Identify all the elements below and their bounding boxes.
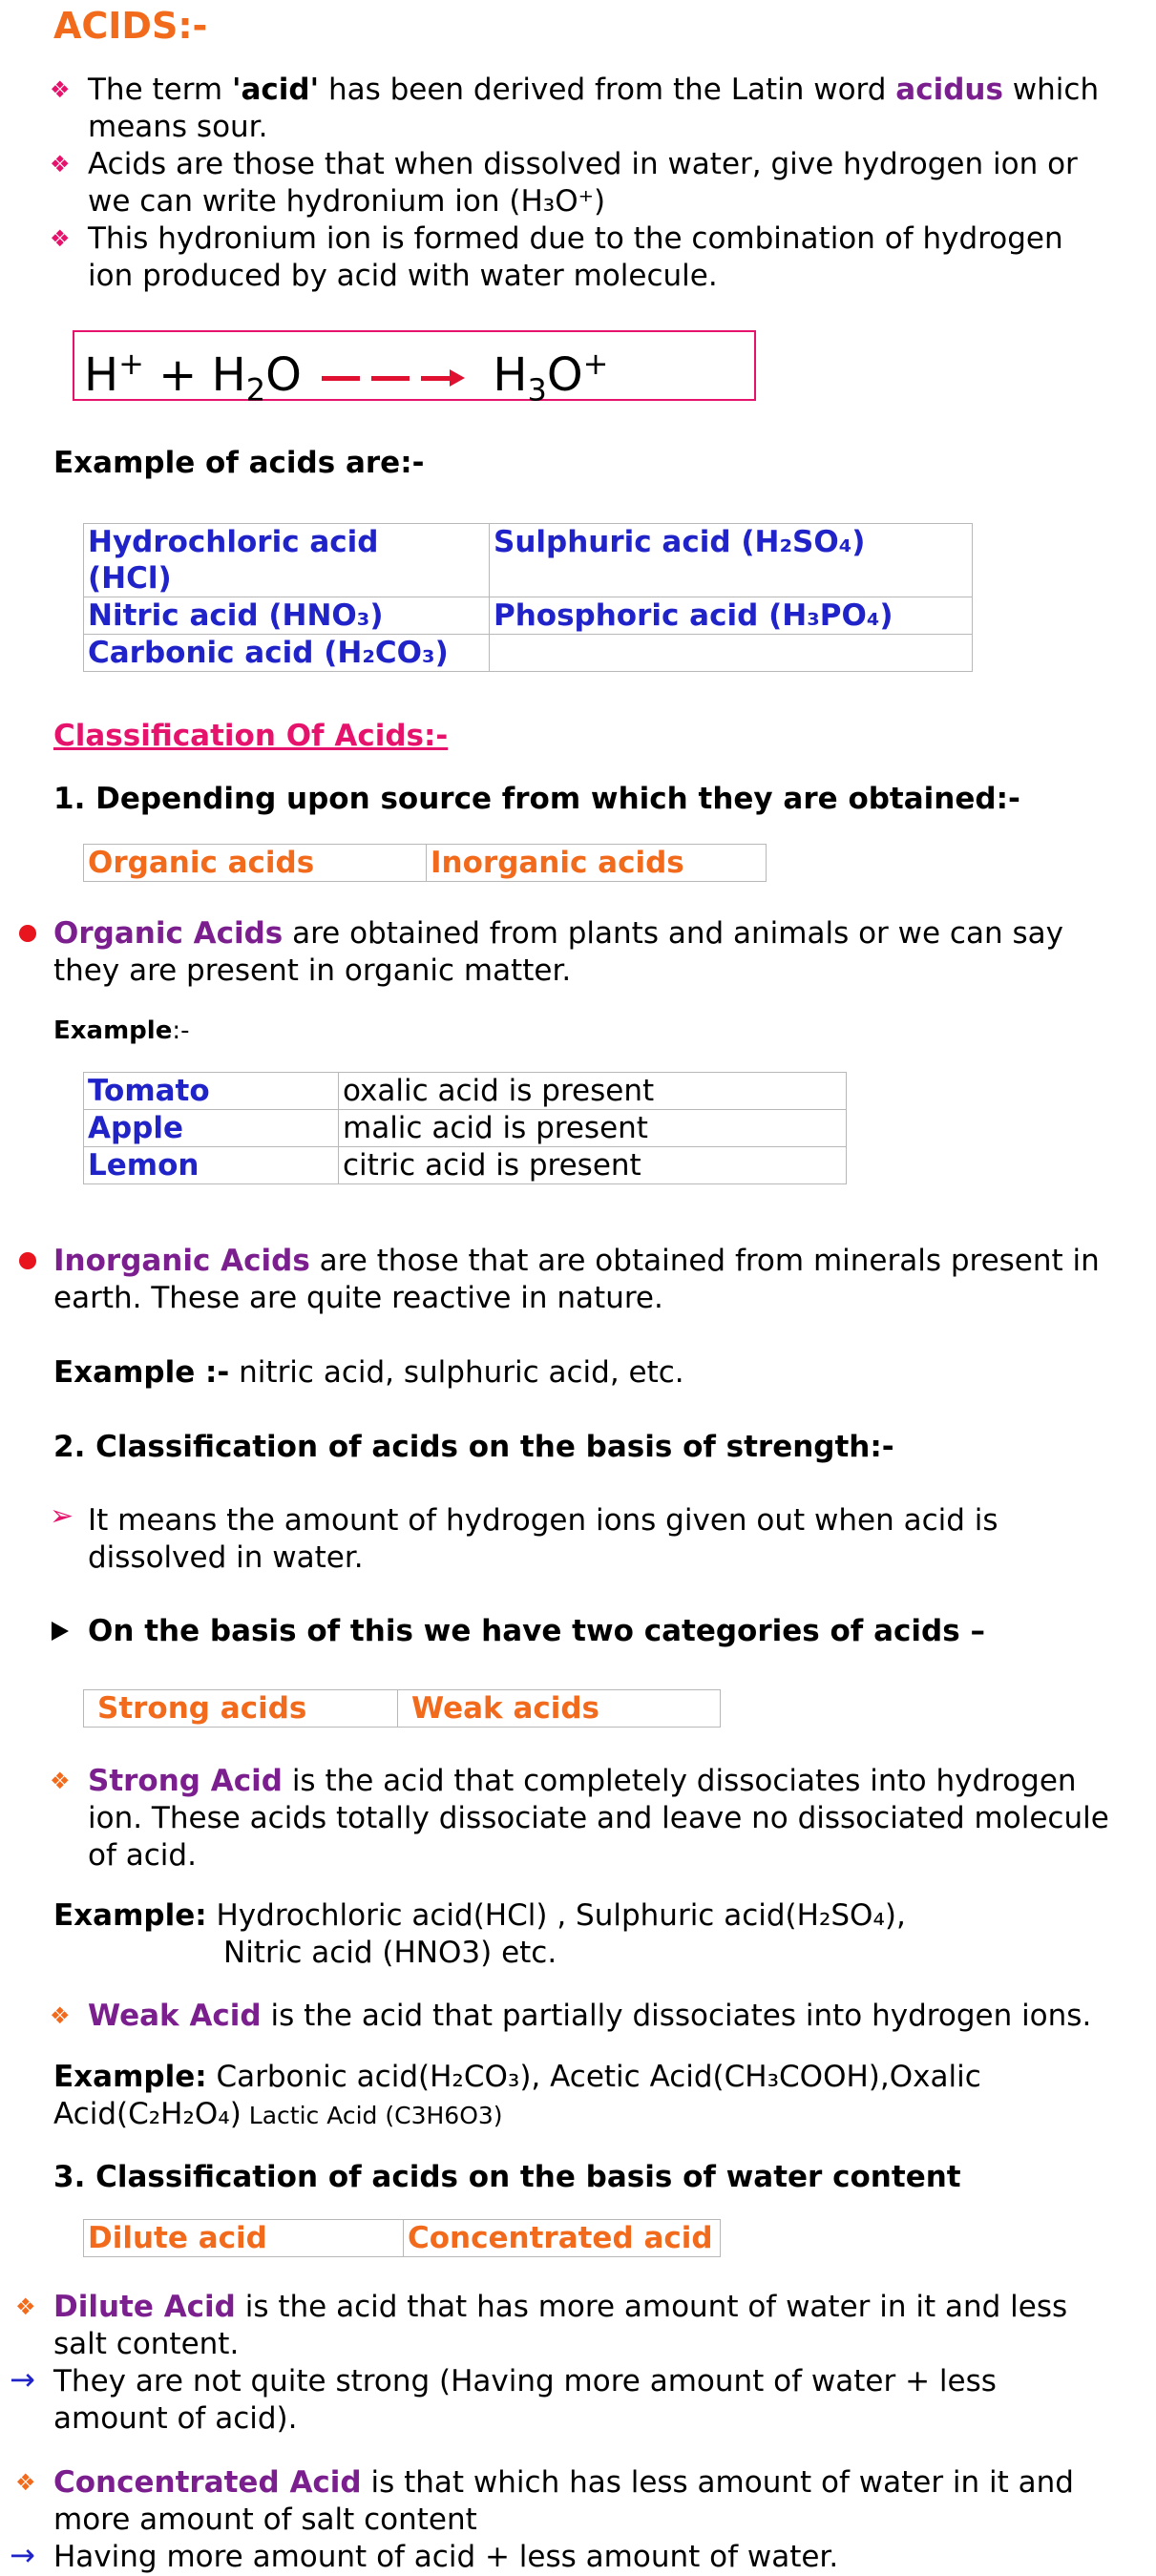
table-cell: citric acid is present: [339, 1147, 847, 1184]
organic-term: Organic Acids: [53, 916, 284, 951]
red-dot-bullet-icon: [19, 925, 36, 942]
diamond-bullet-icon: ❖: [50, 2002, 71, 2029]
strong-term: Strong Acid: [88, 1764, 283, 1798]
eq-two: 2: [245, 371, 266, 408]
concentrated-paragraph: [53, 2464, 1074, 2502]
intro-b1-word: acidus: [895, 73, 1003, 107]
source-table: [83, 844, 767, 882]
dilute-paragraph: [53, 2289, 1067, 2326]
table-cell: Nitric acid (HNO₃): [84, 597, 490, 635]
intro-bullet-3-line2: ion produced by acid with water molecule.: [88, 259, 718, 293]
organic-line2: they are present in organic matter.: [53, 953, 572, 988]
table-cell: oxalic acid is present: [339, 1073, 847, 1110]
intro-bullet-1: [88, 72, 1099, 109]
table-cell: Concentrated acid: [404, 2220, 721, 2257]
dash-segment: [421, 376, 450, 381]
examples-table: [83, 523, 973, 672]
organic-rest: are obtained from plants and animals or we can say: [283, 916, 1063, 951]
concentrated-arrow-line1: Having more amount of acid + less amount of water.: [53, 2540, 839, 2574]
intro-bullet-1-line2: means sour.: [88, 110, 268, 144]
strong-line3: of acid.: [88, 1838, 197, 1873]
eq-plus-sup: +: [118, 346, 144, 382]
table-cell: Apple: [84, 1110, 339, 1147]
organic-example-label: [53, 1015, 189, 1047]
dash-segment: [371, 376, 410, 381]
cell-line: (HCl): [88, 561, 172, 596]
eq-plus-sup2: +: [582, 346, 609, 382]
intro-b1-mid: has been derived from the Latin word: [319, 73, 896, 107]
right-arrow-icon: →: [10, 2537, 35, 2573]
organic-examples-table: [83, 1072, 847, 1184]
strong-paragraph: [88, 1763, 1077, 1800]
weak-paragraph: [88, 1998, 1091, 2035]
weak-example: [53, 2059, 981, 2096]
weak-rest: is the acid that partially dissociates into hydrogen ions.: [261, 1999, 1092, 2033]
page-title: ACIDS:-: [53, 5, 208, 47]
strength-table: [83, 1689, 721, 1728]
cell-line: Hydrochloric acid: [88, 525, 379, 559]
dash-segment: [322, 376, 360, 381]
eq-o: O: [265, 348, 302, 402]
table-cell: Sulphuric acid (H₂SO₄): [490, 524, 973, 597]
table-cell: Carbonic acid (H₂CO₃): [84, 635, 490, 672]
eq-h: H: [84, 348, 119, 402]
classification-heading: Classification Of Acids:-: [53, 719, 449, 753]
table-cell: Strong acids: [84, 1690, 398, 1728]
triangle-bullet-icon: [52, 1622, 69, 1641]
table-cell: Phosphoric acid (H₃PO₄): [490, 597, 973, 635]
strength-point: It means the amount of hydrogen ions given out when acid is: [88, 1503, 998, 1538]
table-cell: malic acid is present: [339, 1110, 847, 1147]
section1-heading: 1. Depending upon source from which they are obtained:-: [53, 782, 1020, 816]
organic-paragraph: [53, 915, 1063, 953]
table-row: [84, 635, 973, 672]
right-arrow-icon: →: [10, 2361, 35, 2398]
diamond-bullet-icon: ❖: [50, 151, 71, 178]
dilute-term: Dilute Acid: [53, 2290, 236, 2324]
strong-example-line2: Nitric acid (HNO3) etc.: [223, 1936, 557, 1970]
dilute-arrow-line2: amount of acid).: [53, 2401, 298, 2436]
inorganic-example-text: nitric acid, sulphuric acid, etc.: [229, 1355, 684, 1390]
concentrated-term: Concentrated Acid: [53, 2465, 362, 2500]
table-row: [84, 1110, 847, 1147]
example-suffix: :-: [172, 1016, 190, 1045]
diamond-bullet-icon: ❖: [50, 225, 71, 252]
intro-bullet-2-line2: we can write hydronium ion (H₃O⁺): [88, 184, 606, 219]
dilute-arrow-line1: They are not quite strong (Having more amount of water + less: [53, 2364, 997, 2398]
concentrated-rest: is that which has less amount of water in it and: [361, 2465, 1074, 2500]
table-cell: [84, 524, 490, 597]
inorganic-example: [53, 1354, 684, 1392]
eq-h3: H: [493, 348, 528, 402]
inorganic-line2: earth. These are quite reactive in nature.: [53, 1281, 663, 1315]
inorganic-paragraph: [53, 1243, 1100, 1280]
table-cell: Organic acids: [84, 845, 427, 882]
table-cell: Inorganic acids: [427, 845, 767, 882]
eq-h2: H: [211, 348, 246, 402]
equation: [84, 335, 608, 419]
strong-example: [53, 1897, 906, 1935]
dilute-line2: salt content.: [53, 2327, 240, 2361]
concentrated-line2: more amount of salt content: [53, 2503, 477, 2537]
section3-heading: 3. Classification of acids on the basis of water content: [53, 2160, 961, 2194]
weak-example-label: Example:: [53, 2060, 207, 2094]
table-cell: Lemon: [84, 1147, 339, 1184]
diamond-bullet-icon: ❖: [15, 2469, 36, 2496]
examples-heading: Example of acids are:-: [53, 446, 425, 480]
inorganic-example-label: Example :-: [53, 1355, 230, 1390]
weak-example-line2: [53, 2096, 503, 2134]
table-cell: Weak acids: [398, 1690, 721, 1728]
equation-box: [73, 330, 756, 408]
strong-example-label: Example:: [53, 1898, 207, 1933]
intro-bullet-2: Acids are those that when dissolved in water, give hydrogen ion or: [88, 147, 1078, 181]
intro-b1-post: which: [1002, 73, 1100, 107]
diamond-bullet-icon: ❖: [50, 76, 71, 103]
eq-plus: +: [158, 348, 198, 402]
table-row: [84, 845, 767, 882]
section2-heading: 2. Classification of acids on the basis of strength:-: [53, 1430, 894, 1464]
diamond-bullet-icon: ❖: [15, 2293, 36, 2320]
strength-point-line2: dissolved in water.: [88, 1540, 364, 1575]
diamond-bullet-icon: ❖: [50, 1768, 71, 1794]
weak-term: Weak Acid: [88, 1999, 262, 2033]
table-row: [84, 524, 973, 597]
eq-o2: O: [546, 348, 583, 402]
table-row: [84, 597, 973, 635]
intro-b1-pre: The term: [88, 73, 232, 107]
table-cell: Tomato: [84, 1073, 339, 1110]
strong-line2: ion. These acids totally dissociate and leave no dissociated molecule: [88, 1801, 1109, 1835]
strong-rest: is the acid that completely dissociates into hydrogen: [282, 1764, 1077, 1798]
water-content-table: [83, 2219, 721, 2257]
chevron-right-icon: ➢: [50, 1499, 74, 1533]
arrow-head-icon: [450, 369, 465, 387]
eq-three: 3: [527, 371, 547, 408]
strong-example-line1: Hydrochloric acid(HCl) , Sulphuric acid(H₂SO₄),: [206, 1898, 906, 1933]
table-row: [84, 1690, 721, 1728]
inorganic-term: Inorganic Acids: [53, 1244, 310, 1278]
weak-example-line2b: Lactic Acid (C3H6O3): [241, 2102, 503, 2129]
red-dot-bullet-icon: [19, 1252, 36, 1269]
example-label: Example: [53, 1016, 173, 1045]
table-cell: Dilute acid: [84, 2220, 404, 2257]
intro-b1-bold: 'acid': [232, 73, 320, 107]
inorganic-rest: are those that are obtained from minerals present in: [309, 1244, 1100, 1278]
table-row: [84, 1147, 847, 1184]
weak-example-line2a: Acid(C₂H₂O₄): [53, 2097, 242, 2131]
table-row: [84, 2220, 721, 2257]
intro-bullet-3: This hydronium ion is formed due to the combination of hydrogen: [88, 221, 1063, 256]
dilute-rest: is the acid that has more amount of water in it and less: [235, 2290, 1068, 2324]
weak-example-line1: Carbonic acid(H₂CO₃), Acetic Acid(CH₃COOH),Oxalic: [206, 2060, 981, 2094]
table-row: [84, 1073, 847, 1110]
table-cell: [490, 635, 973, 672]
categories-line: On the basis of this we have two categories of acids –: [88, 1614, 985, 1648]
